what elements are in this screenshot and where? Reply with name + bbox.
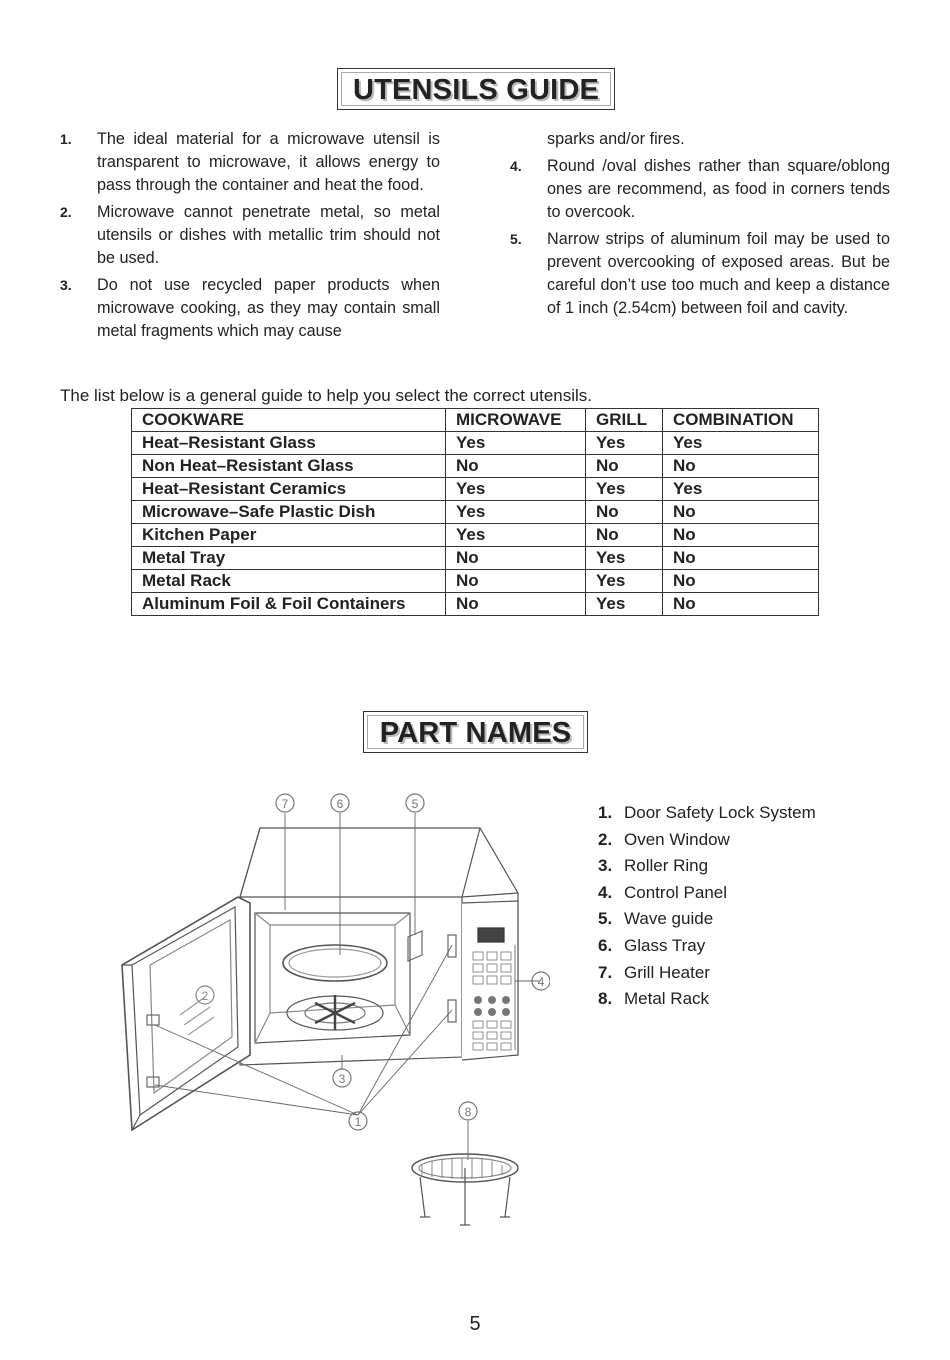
part-number: 6. bbox=[598, 935, 613, 955]
table-cell: Aluminum Foil & Foil Containers bbox=[132, 593, 446, 616]
microwave-diagram bbox=[110, 785, 550, 1235]
part-names-list bbox=[598, 800, 816, 1013]
metal-rack bbox=[412, 1154, 518, 1225]
tip-number: 3. bbox=[60, 277, 72, 293]
tip-text: Narrow strips of aluminum foil may be used to prevent overcooking of exposed areas. But be careful don’t use too much and keep a distance of 1 inch (2.54cm) between foil and cavity. bbox=[547, 230, 890, 317]
table-cell: Yes bbox=[586, 478, 663, 501]
table-row bbox=[132, 478, 819, 501]
tip-text: Round /oval dishes rather than square/oblong ones are recommend, as food in corners tends to overcook. bbox=[547, 157, 890, 221]
part-number: 7. bbox=[598, 962, 613, 982]
table-cell: Heat–Resistant Ceramics bbox=[132, 478, 446, 501]
table-cell: Non Heat–Resistant Glass bbox=[132, 455, 446, 478]
list-item bbox=[598, 880, 816, 907]
table-cell: Yes bbox=[586, 570, 663, 593]
table-cell: No bbox=[663, 501, 819, 524]
table-header-cell: COMBINATION bbox=[663, 409, 819, 432]
utensil-tip-1 bbox=[60, 128, 440, 197]
part-number: 2. bbox=[598, 829, 613, 849]
list-item bbox=[598, 800, 816, 827]
table-cell: Yes bbox=[446, 478, 586, 501]
table-cell: No bbox=[663, 570, 819, 593]
list-item bbox=[598, 933, 816, 960]
tip-number: 2. bbox=[60, 204, 72, 220]
table-cell: Kitchen Paper bbox=[132, 524, 446, 547]
list-item bbox=[598, 853, 816, 880]
svg-text:2: 2 bbox=[201, 989, 209, 1003]
part-name: Oven Window bbox=[624, 829, 730, 849]
svg-text:4: 4 bbox=[537, 975, 545, 989]
part-names-title: PART NAMES bbox=[363, 711, 588, 753]
part-number: 4. bbox=[598, 882, 613, 902]
svg-text:7: 7 bbox=[281, 797, 289, 811]
table-cell: Yes bbox=[446, 524, 586, 547]
table-cell: Metal Tray bbox=[132, 547, 446, 570]
part-number: 5. bbox=[598, 909, 613, 929]
utensils-right-column bbox=[510, 128, 890, 324]
list-item bbox=[598, 827, 816, 854]
tip-text: Do not use recycled paper products when microwave cooking, as they may contain small metal fragments which may cause bbox=[97, 276, 440, 340]
tip-text: Microwave cannot penetrate metal, so metal utensils or dishes with metallic trim should not be used. bbox=[97, 203, 440, 267]
part-number: 3. bbox=[598, 856, 613, 876]
table-row bbox=[132, 455, 819, 478]
part-name: Wave guide bbox=[624, 909, 714, 929]
table-cell: No bbox=[446, 455, 586, 478]
table-header-cell: GRILL bbox=[586, 409, 663, 432]
svg-text:6: 6 bbox=[336, 797, 344, 811]
list-item bbox=[598, 906, 816, 933]
callout-8 bbox=[459, 1102, 477, 1120]
tip-number: 1. bbox=[60, 131, 72, 147]
table-cell: No bbox=[663, 547, 819, 570]
part-number: 8. bbox=[598, 989, 613, 1009]
utensil-tip-3 bbox=[60, 274, 440, 343]
tip-number: 5. bbox=[510, 231, 522, 247]
tip-text: The ideal material for a microwave utensil is transparent to microwave, it allows energy to pass through the container and heat the food. bbox=[97, 130, 440, 194]
page-number: 5 bbox=[469, 1313, 481, 1335]
tip-number: 4. bbox=[510, 158, 522, 174]
svg-text:1: 1 bbox=[354, 1115, 362, 1129]
table-cell: No bbox=[586, 501, 663, 524]
part-name: Glass Tray bbox=[624, 935, 706, 955]
table-cell: No bbox=[446, 593, 586, 616]
callout-5 bbox=[406, 794, 424, 812]
table-cell: No bbox=[663, 593, 819, 616]
table-cell: No bbox=[586, 524, 663, 547]
part-name: Roller Ring bbox=[624, 856, 709, 876]
callout-1 bbox=[349, 1112, 367, 1130]
part-name: Grill Heater bbox=[624, 962, 710, 982]
callout-6 bbox=[331, 794, 349, 812]
table-cell: Yes bbox=[663, 478, 819, 501]
part-number: 1. bbox=[598, 803, 613, 822]
table-header-cell: MICROWAVE bbox=[446, 409, 586, 432]
utensil-tip-5 bbox=[510, 228, 890, 320]
part-name: Control Panel bbox=[624, 882, 728, 902]
table-cell: Yes bbox=[446, 501, 586, 524]
control-panel bbox=[462, 901, 518, 1060]
table-cell: Yes bbox=[586, 432, 663, 455]
table-cell: No bbox=[663, 524, 819, 547]
utensils-guide-title: UTENSILS GUIDE bbox=[337, 68, 615, 110]
list-item bbox=[598, 986, 816, 1013]
part-name: Door Safety Lock System bbox=[624, 803, 816, 822]
table-cell: Metal Rack bbox=[132, 570, 446, 593]
table-row bbox=[132, 501, 819, 524]
svg-text:8: 8 bbox=[464, 1105, 472, 1119]
utensils-table bbox=[131, 408, 819, 616]
table-cell: No bbox=[663, 455, 819, 478]
tip-3-continuation: sparks and/or fires. bbox=[547, 130, 685, 148]
svg-text:3: 3 bbox=[338, 1072, 346, 1086]
table-row bbox=[132, 547, 819, 570]
part-name: Metal Rack bbox=[624, 989, 710, 1009]
table-cell: No bbox=[446, 547, 586, 570]
table-cell: No bbox=[586, 455, 663, 478]
table-cell: Yes bbox=[586, 593, 663, 616]
callout-7 bbox=[276, 794, 294, 812]
table-cell: Yes bbox=[446, 432, 586, 455]
utensil-tip-2 bbox=[60, 201, 440, 270]
utensils-left-column bbox=[60, 128, 440, 347]
table-cell: Heat–Resistant Glass bbox=[132, 432, 446, 455]
table-row bbox=[132, 432, 819, 455]
table-header-row bbox=[132, 409, 819, 432]
table-cell: No bbox=[446, 570, 586, 593]
list-item bbox=[598, 960, 816, 987]
oven-door bbox=[122, 897, 250, 1130]
svg-text:5: 5 bbox=[411, 797, 419, 811]
callout-3 bbox=[333, 1069, 351, 1087]
table-cell: Microwave–Safe Plastic Dish bbox=[132, 501, 446, 524]
utensil-tip-4 bbox=[510, 155, 890, 224]
table-row bbox=[132, 593, 819, 616]
table-row bbox=[132, 570, 819, 593]
table-cell: Yes bbox=[586, 547, 663, 570]
table-header-cell: COOKWARE bbox=[132, 409, 446, 432]
table-row bbox=[132, 524, 819, 547]
table-cell: Yes bbox=[663, 432, 819, 455]
utensils-table-intro: The list below is a general guide to help you select the correct utensils. bbox=[60, 386, 593, 405]
